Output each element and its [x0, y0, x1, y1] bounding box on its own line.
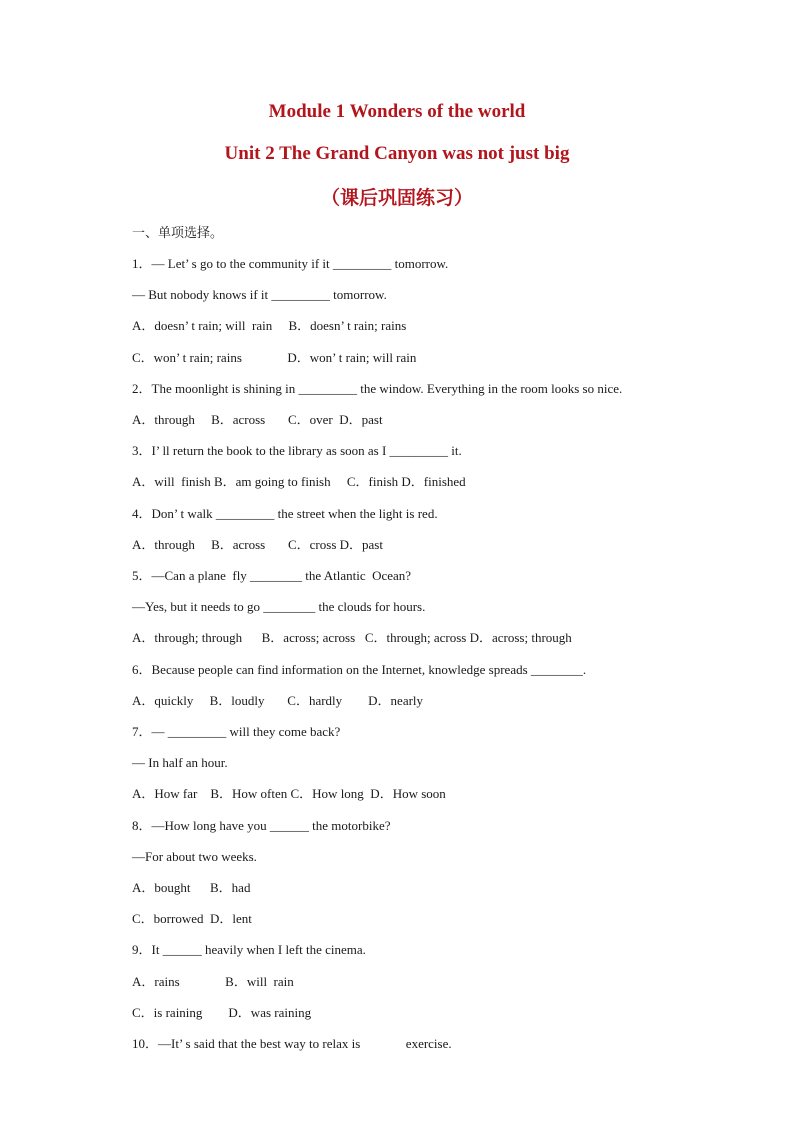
module-title: Module 1 Wonders of the world [268, 101, 526, 122]
options-line: A．doesn’ t rain; will rain B．doesn’ t rain; rains [132, 318, 407, 333]
options-line: A．bought B．had [132, 880, 251, 895]
options-line: A．through B．across C．cross D．past [132, 537, 383, 552]
options-line: C．borrowed D．lent [132, 911, 252, 926]
section-heading: 一、单项选择。 [132, 225, 224, 240]
question-line: 5．—Can a plane fly ________ the Atlantic Ocean? [132, 568, 412, 583]
options-line: A．How far B．How often C．How long D．How soon [132, 786, 446, 801]
question-line: 3．I’ ll return the book to the library as soon as I _________ it. [132, 443, 462, 458]
question-line: 8．—How long have you ______ the motorbike? [132, 818, 391, 833]
options-line: C．is raining D．was raining [132, 1005, 312, 1020]
unit-title: Unit 2 The Grand Canyon was not just big [224, 143, 570, 164]
question-line: 2．The moonlight is shining in _________ the window. Everything in the room looks so nice. [132, 381, 623, 396]
options-line: A．quickly B．loudly C．hardly D．nearly [132, 693, 424, 708]
options-line: A．will finish B．am going to finish C．finish D．finished [132, 474, 466, 489]
question-line: 1．— Let’ s go to the community if it _________ tomorrow. [132, 256, 449, 271]
question-line: — But nobody knows if it _________ tomorrow. [132, 287, 387, 302]
question-line: 9．It ______ heavily when I left the cinema. [132, 942, 366, 957]
question-line: —For about two weeks. [132, 849, 257, 864]
options-line: C．won’ t rain; rains D．won’ t rain; will rain [132, 350, 417, 365]
question-line: — In half an hour. [132, 755, 228, 770]
exercise-tag: （课后巩固练习） [320, 188, 473, 209]
question-line: 7．— _________ will they come back? [132, 724, 341, 739]
options-line: A．rains B．will rain [132, 974, 294, 989]
question-line: 6．Because people can find information on the Internet, knowledge spreads ________. [132, 662, 587, 677]
options-line: A．through B．across C．over D．past [132, 412, 383, 427]
options-line: A．through; through B．across; across C．through; across D．across; through [132, 630, 572, 645]
question-line: 10．—It’ s said that the best way to relax is exercise. [132, 1036, 452, 1051]
question-line: 4．Don’ t walk _________ the street when the light is red. [132, 506, 438, 521]
question-line: —Yes, but it needs to go ________ the clouds for hours. [132, 599, 426, 614]
